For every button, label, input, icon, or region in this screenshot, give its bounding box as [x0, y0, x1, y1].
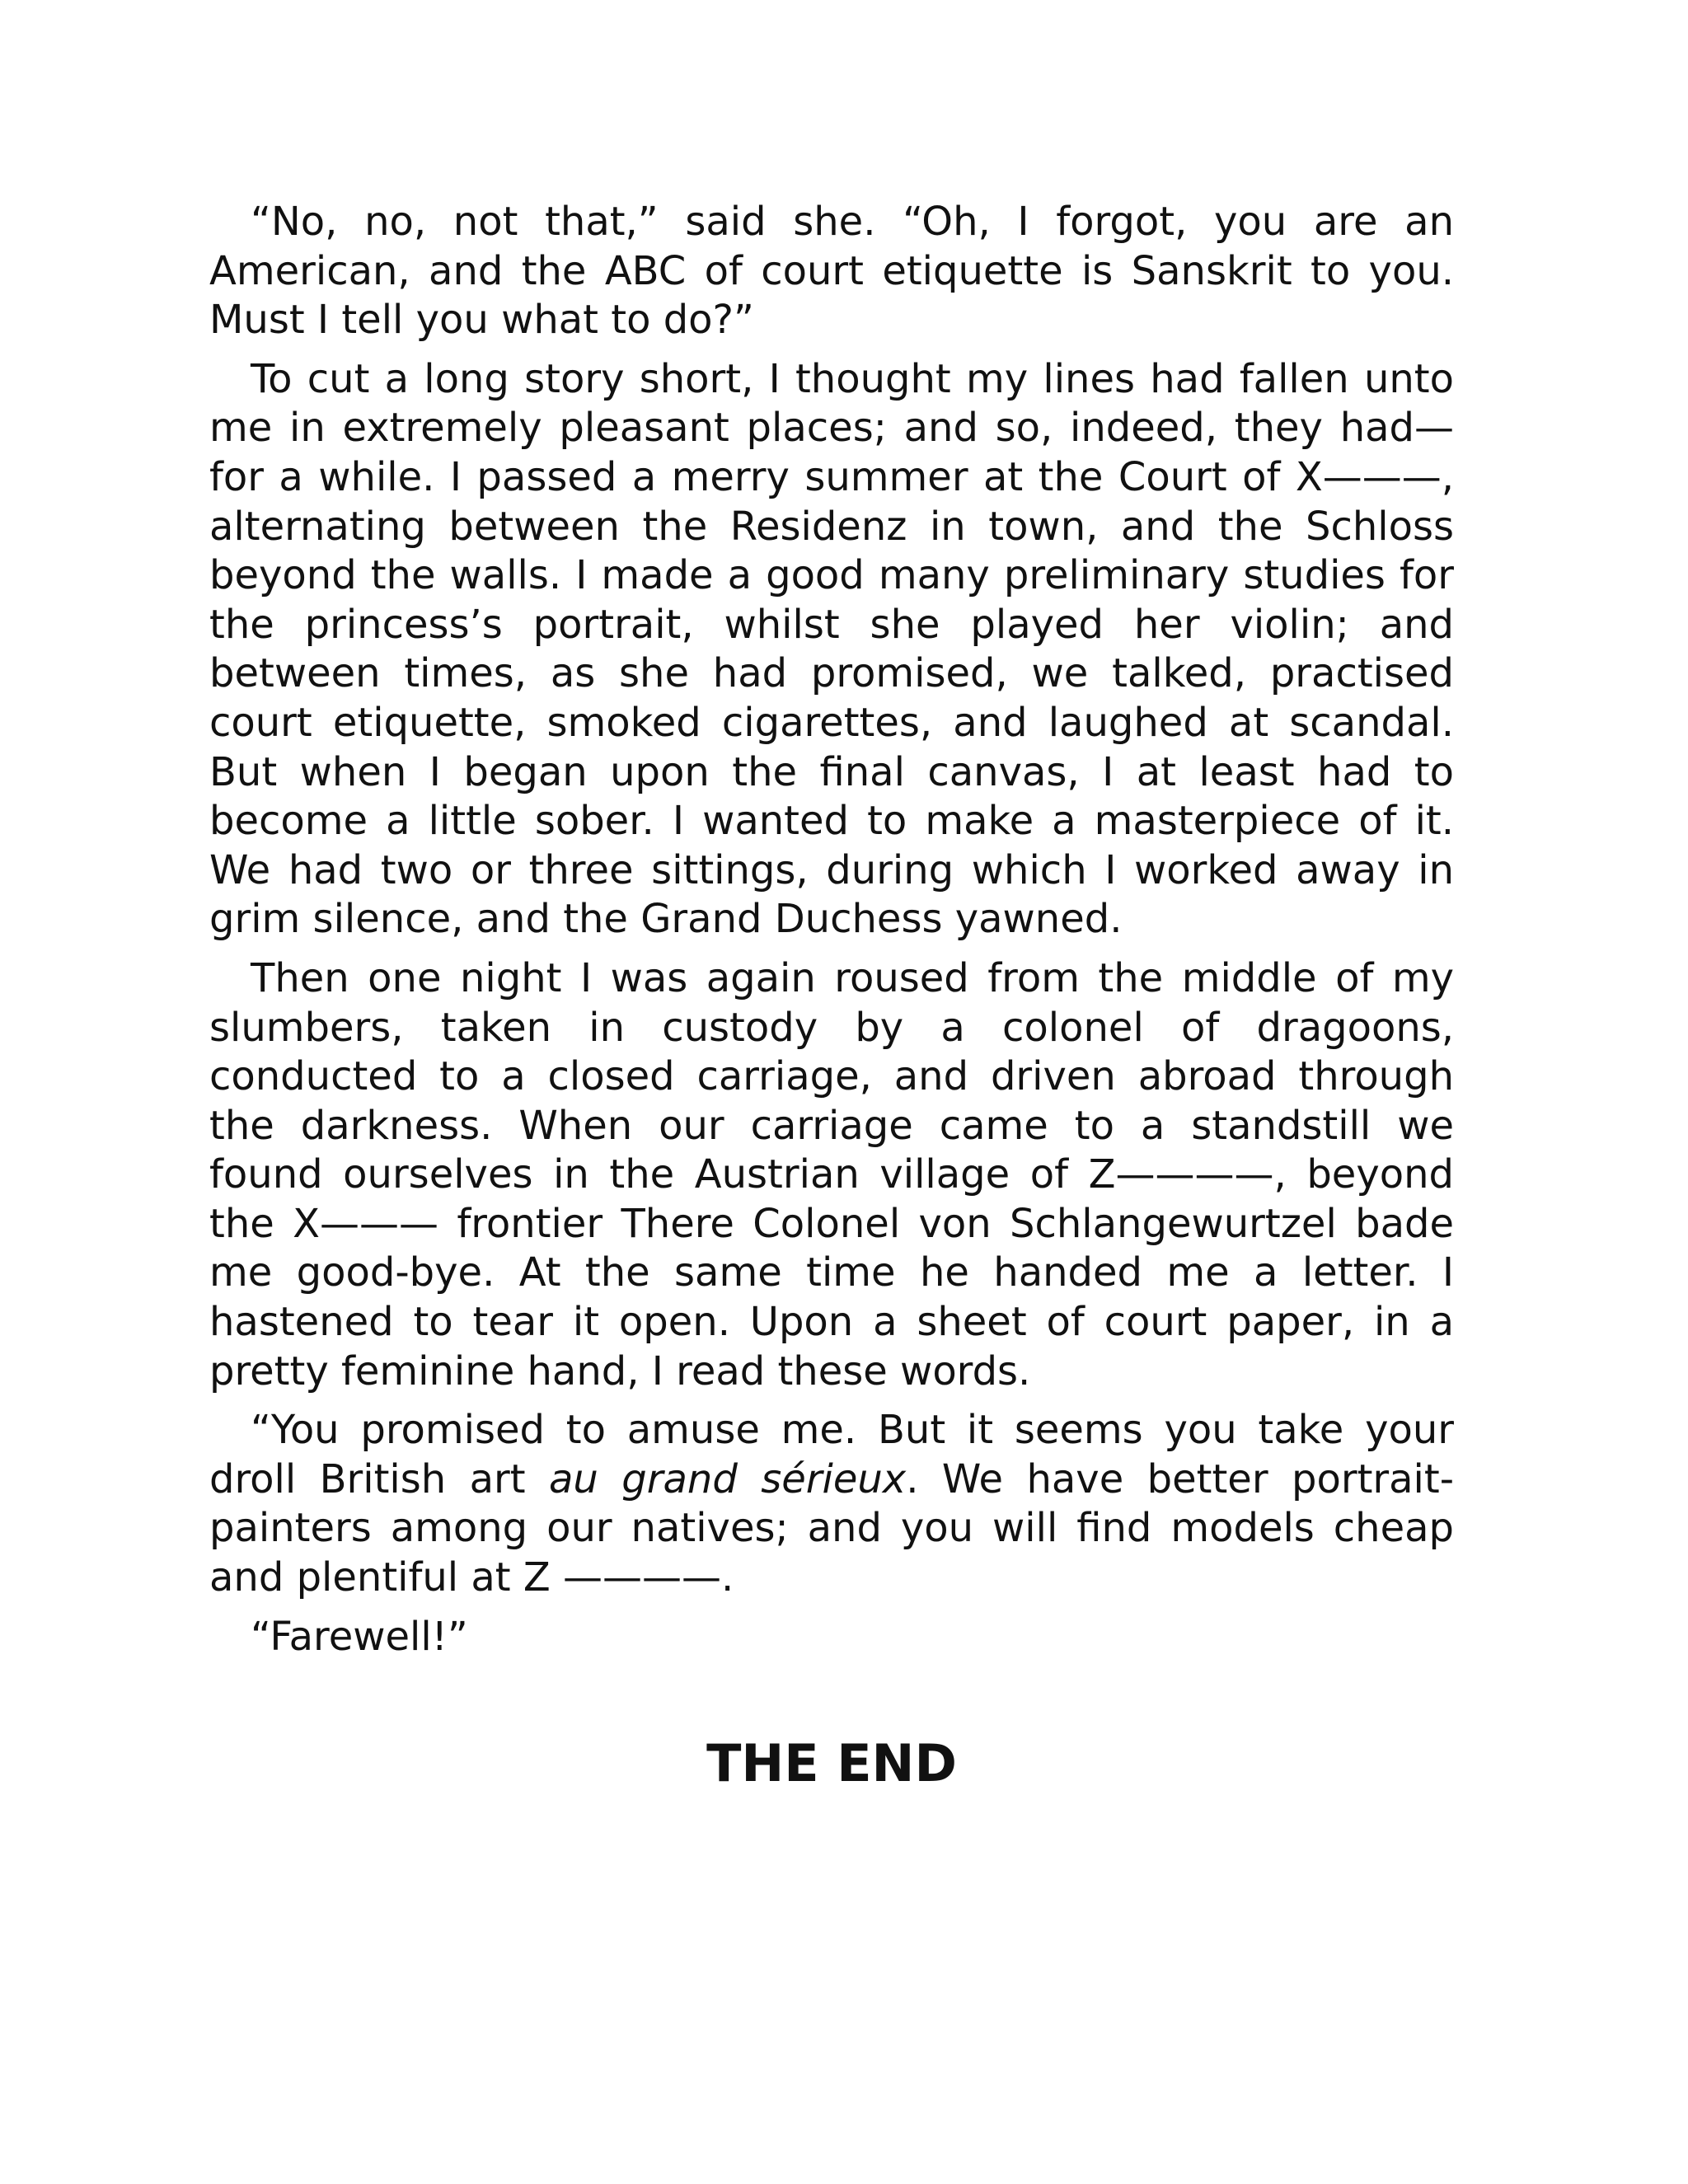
document-page	[209, 198, 1454, 1793]
paragraph-summer-at-court	[209, 355, 1454, 944]
paragraph-text: To cut a long story short, I thought my lines had fallen unto me in extremely pleasant places; and so, indeed, they had—for a while. I passed a merry summer at the Court of X———, alternating between the Residenz in town, and the Schloss beyond the walls. I made a good many preliminary studies for the princess’s portrait, whilst she played her violin; and between times, as she had promised, we talked, practised court etiquette, smoked cigarettes, and laughed at scandal. But when I began upon the final canvas, I at least had to become a little sober. I wanted to make a masterpiece of it. We had two or three sittings, during which I worked away in grim silence, and the Grand Duchess yawned.	[209, 355, 1454, 943]
the-end-heading: THE END	[706, 1733, 957, 1794]
paragraph-dialogue-opening	[209, 198, 1454, 345]
paragraph-night-journey	[209, 954, 1454, 1396]
paragraph-text: “No, no, not that,” said she. “Oh, I forgot, you are an American, and the ABC of court etiquette is Sanskrit to you. Must I tell you what to do?”	[209, 199, 1454, 344]
paragraph-text: Then one night I was again roused from the middle of my slumbers, taken in custody by a colonel of dragoons, conducted to a closed carriage, and driven abroad through the darkness. When our carriage came to a standstill we found ourselves in the Austrian village of Z————, beyond the X——— frontier There Colonel von Schlangewurtzel bade me good-bye. At the same time he handed me a letter. I hastened to tear it open. Upon a sheet of court paper, in a pretty feminine hand, I read these words.	[209, 954, 1454, 1394]
paragraph-text: . We have better portrait-painters among our natives; and you will find models cheap and plentiful at Z ————.	[209, 1455, 1455, 1601]
paragraph-text: “Farewell!”	[251, 1613, 468, 1660]
paragraph-italic-phrase: au grand sérieux	[549, 1455, 907, 1502]
paragraph-text: “You promised to amuse me. But it seems you take your droll British art	[209, 1407, 1454, 1502]
paragraph-letter	[209, 1406, 1454, 1602]
paragraph-farewell	[209, 1613, 1454, 1662]
